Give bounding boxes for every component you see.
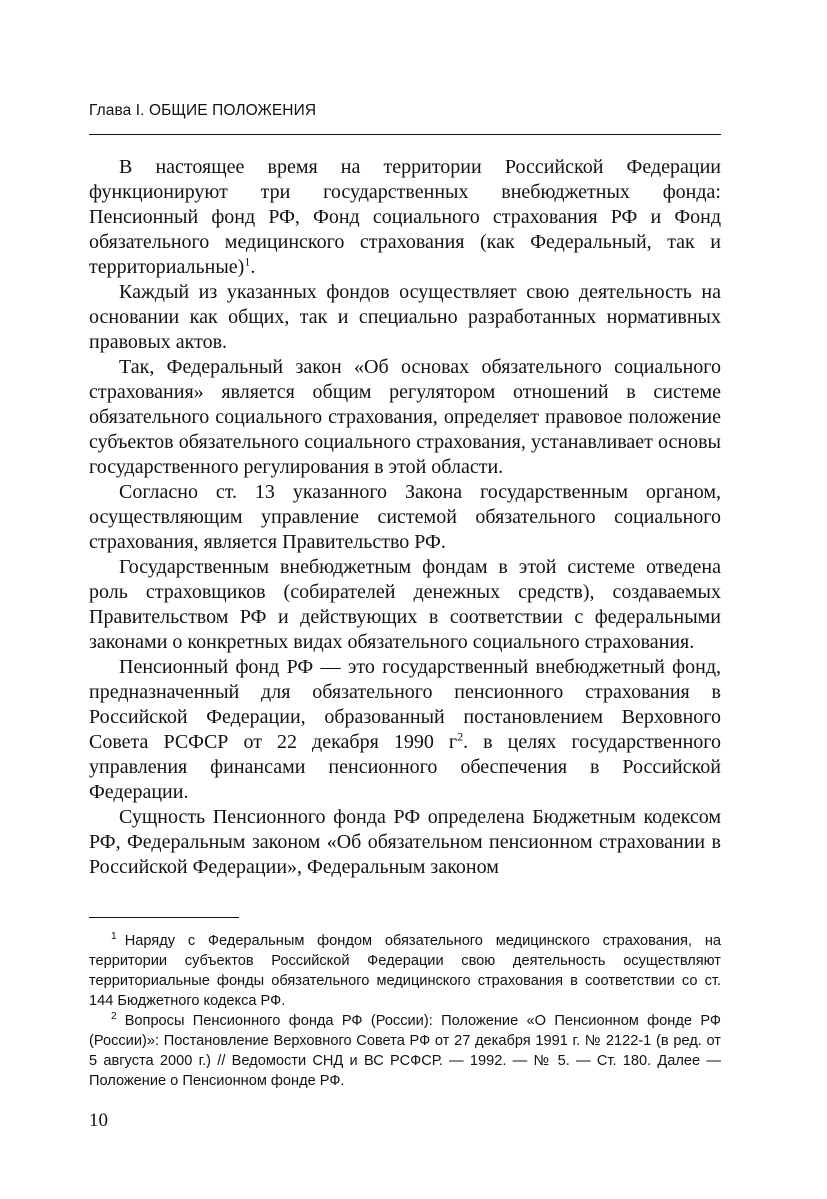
footnotes — [89, 931, 721, 1091]
footnote-text: Наряду с Федеральным фондом обязательного медицинского страхования, на территории субъектов Российской Федерации свою деятельность осуществляют территориальные фонды обязательного медицинского страхования в соответствии со ст. 144 Бюджетного кодекса РФ. — [89, 933, 721, 1009]
paragraph — [89, 480, 721, 555]
paragraph — [89, 155, 721, 280]
paragraph-text: Согласно ст. 13 указанного Закона государственным органом, осуществляющим управление системой обязательного социального страхования, является Правительство РФ. — [89, 481, 721, 553]
footnote — [89, 931, 721, 1011]
paragraph-text: Сущность Пенсионного фонда РФ определена Бюджетным кодексом РФ, Федеральным законом «Об обязательном пенсионном страховании в Российской Федерации», Федеральным законом — [89, 806, 721, 878]
footnote — [89, 1011, 721, 1091]
paragraph-text: Государственным внебюджетным фондам в этой системе отведена роль страховщиков (собирателей денежных средств), создаваемых Правительством РФ и действующих в соответствии с федеральными законами о конкретных видах обязательного социального страхования. — [89, 556, 721, 653]
paragraph-text: Каждый из указанных фондов осуществляет свою деятельность на основании как общих, так и специально разработанных нормативных правовых актов. — [89, 281, 721, 353]
paragraph — [89, 355, 721, 480]
paragraph-text: Так, Федеральный закон «Об основах обязательного социального страхования» является общим регулятором отношений в системе обязательного социального страхования, определяет правовое положение субъектов обязательного социального страхования, устанавливает основы государственного регулирования в этой области. — [89, 356, 721, 478]
paragraph — [89, 280, 721, 355]
header-rule — [89, 134, 721, 135]
running-header: Глава I. ОБЩИЕ ПОЛОЖЕНИЯ — [89, 102, 317, 119]
footnote-ref[interactable]: 1 — [244, 254, 251, 269]
footnote-text: Вопросы Пенсионного фонда РФ (России): Положение «О Пенсионном фонде РФ (России)»: Постановление Верховного Совета РФ от 27 декабря 1991 г. № 2122-1 (в ред. от 5 августа 2000 г.) // Ведомости СНД и ВС РСФСР. — 1992. — № 5. — Ст. 180. Далее — Положение о Пенсионном фонде РФ. — [89, 1013, 721, 1089]
footnote-ref[interactable]: 2 — [457, 729, 464, 744]
footnote-mark: 2 — [111, 1011, 117, 1023]
page-number: 10 — [89, 1110, 108, 1131]
paragraph-text: В настоящее время на территории Российской Федерации функционируют три государственных внебюджетных фонда: Пенсионный фонд РФ, Фонд социального страхования РФ и Фонд обязательного медицинского страхования (как Федеральный, так и территориальные) — [89, 156, 721, 278]
paragraph — [89, 655, 721, 805]
main-text — [89, 155, 721, 880]
paragraph-text-tail: . — [250, 256, 256, 278]
paragraph — [89, 555, 721, 655]
footnote-mark: 1 — [111, 931, 117, 943]
paragraph-text: Пенсионный фонд РФ — это государственный внебюджетный фонд, предназначенный для обязательного пенсионного страхования в Российской Федерации, образованный постановлением Верховного Совета РСФСР от 22 декабря 1990 г — [89, 656, 721, 753]
paragraph-text-tail: . в целях государственного управления финансами пенсионного обеспечения в Российской Федерации. — [89, 731, 721, 803]
paragraph — [89, 805, 721, 880]
footnote-rule — [89, 917, 239, 918]
